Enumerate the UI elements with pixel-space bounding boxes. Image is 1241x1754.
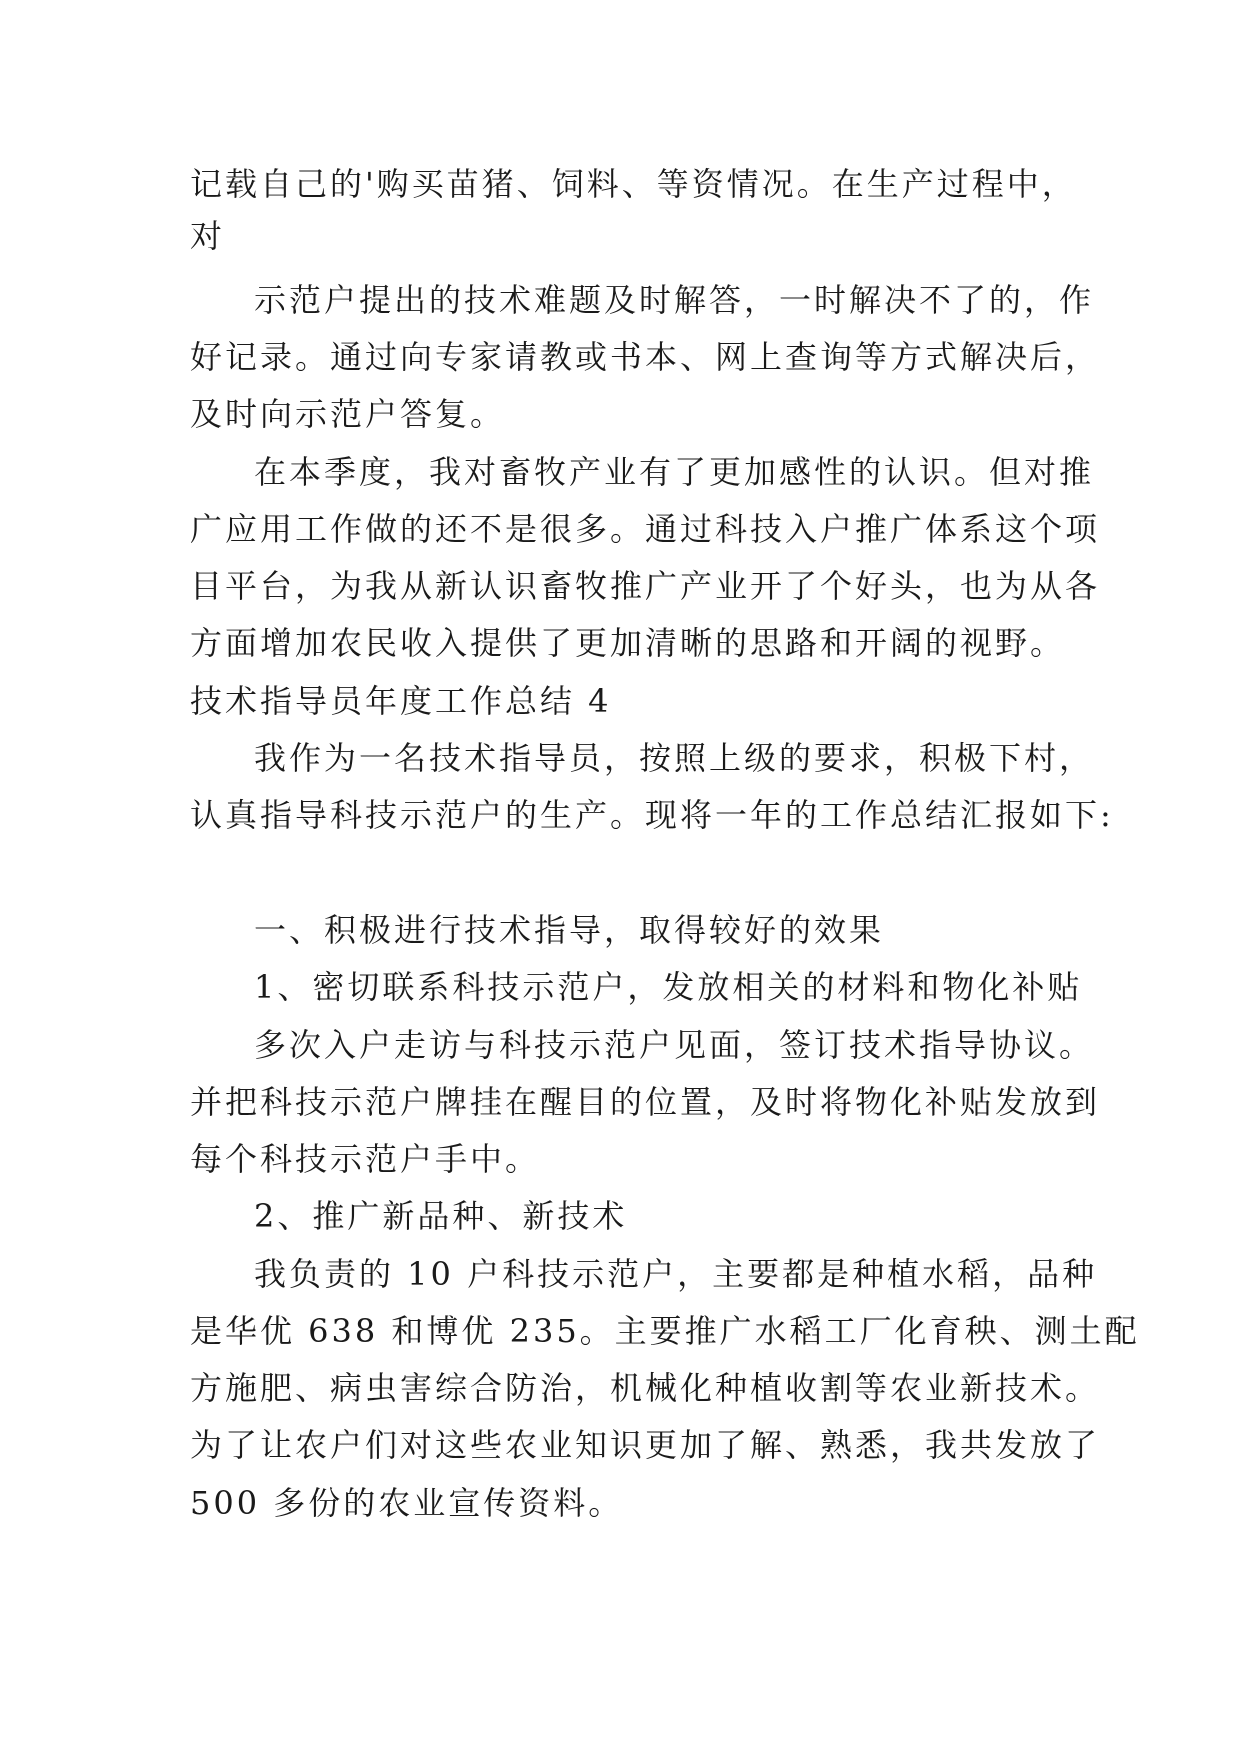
text-line: 方面增加农民收入提供了更加清晰的思路和开阔的视野。 xyxy=(190,624,1066,662)
text-line: 在本季度，我对畜牧产业有了更加感性的认识。但对推 xyxy=(254,453,1095,491)
text-line: 为了让农户们对这些农业知识更加了解、熟悉，我共发放了 xyxy=(190,1426,1101,1464)
subheading: 1、密切联系科技示范户，发放相关的材料和物化补贴 xyxy=(254,968,1083,1006)
text-line: 每个科技示范户手中。 xyxy=(190,1140,541,1178)
section-heading: 技术指导员年度工作总结 4 xyxy=(190,682,612,720)
text-line: 广应用工作做的还不是很多。通过科技入户推广体系这个项 xyxy=(190,510,1101,548)
text-line: 方施肥、病虫害综合防治，机械化种植收割等农业新技术。 xyxy=(190,1369,1101,1407)
text-line: 并把科技示范户牌挂在醒目的位置，及时将物化补贴发放到 xyxy=(190,1083,1101,1121)
text-line: 认真指导科技示范户的生产。现将一年的工作总结汇报如下: xyxy=(190,796,1114,834)
text-line: 对 xyxy=(190,217,226,255)
text-line: 多次入户走访与科技示范户见面，签订技术指导协议。 xyxy=(254,1026,1095,1064)
subheading: 一、积极进行技术指导，取得较好的效果 xyxy=(254,911,885,949)
text-line: 我负责的 10 户科技示范户，主要都是种植水稻，品种 xyxy=(254,1255,1098,1293)
text-line: 目平台，为我从新认识畜牧推广产业开了个好头，也为从各 xyxy=(190,567,1101,605)
text-line: 示范户提出的技术难题及时解答，一时解决不了的，作 xyxy=(254,281,1095,319)
subheading: 2、推广新品种、新技术 xyxy=(254,1197,628,1235)
text-line: 我作为一名技术指导员，按照上级的要求，积极下村， xyxy=(254,739,1095,777)
text-line: 是华优 638 和博优 235。主要推广水稻工厂化育秧、测土配 xyxy=(190,1312,1140,1350)
text-line: 500 多份的农业宣传资料。 xyxy=(190,1484,624,1522)
text-line: 记载自己的'购买苗猪、饲料、等资情况。在生产过程中， xyxy=(190,165,1077,203)
text-line: 好记录。通过向专家请教或书本、网上查询等方式解决后， xyxy=(190,338,1101,376)
text-line: 及时向示范户答复。 xyxy=(190,395,506,433)
